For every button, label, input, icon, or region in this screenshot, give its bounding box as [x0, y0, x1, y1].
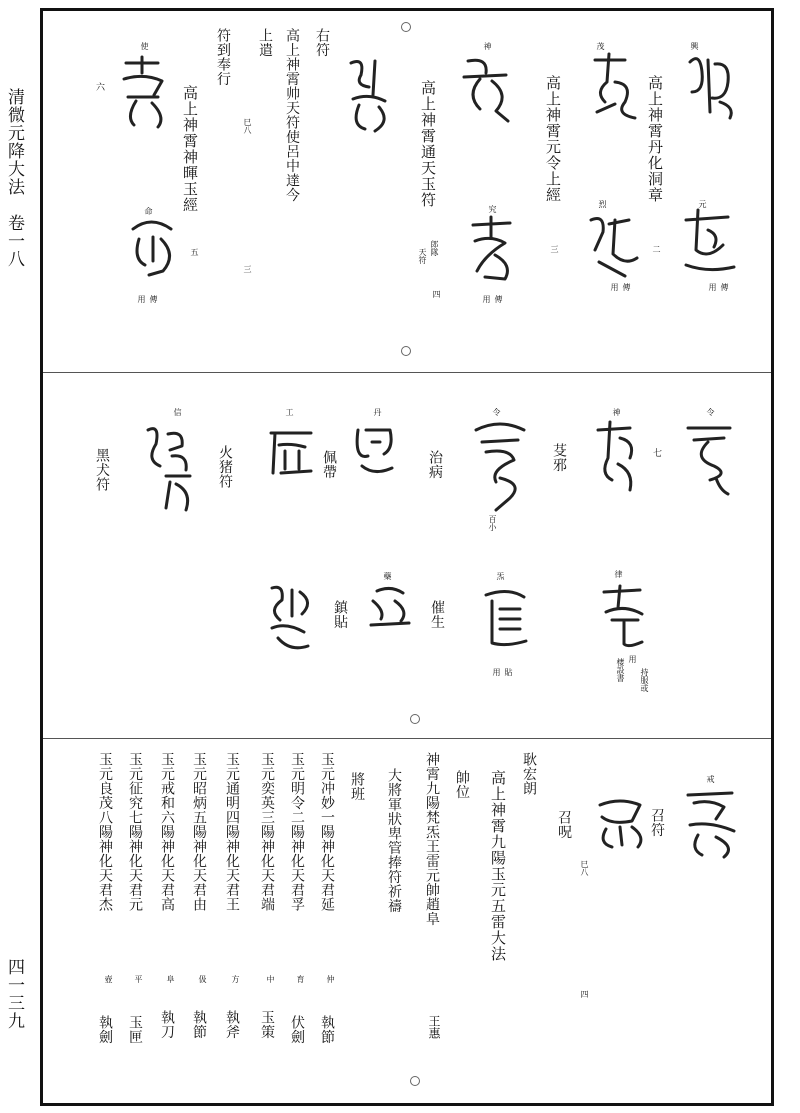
fu-charm-seal: [680, 785, 742, 860]
usage-label: 催生: [429, 600, 445, 629]
side-note: 郎隊: [430, 240, 439, 256]
officer-line: 玉元明令二陽神化天君孚: [289, 752, 305, 912]
side-note: 四: [580, 990, 589, 998]
officer-tail: 伏劍: [289, 1015, 305, 1044]
officer-tail: 執刀: [159, 1010, 175, 1039]
fu-charm-seal: [125, 215, 180, 280]
officer-line: 玉元通明四陽神化天君王: [224, 752, 240, 912]
officer-note: 方: [231, 975, 240, 983]
binding-hole-3: [410, 714, 420, 724]
charm-note: 上遣: [257, 28, 273, 57]
fu-charm-seal: [262, 580, 318, 655]
side-note: 三: [243, 265, 252, 273]
officer-tail: 玉策: [259, 1010, 275, 1039]
text-line: 神霄九陽梵炁王雷元帥趙阜: [424, 752, 440, 926]
charm-label: 炁: [496, 572, 505, 580]
section-title: 高上神霄九陽玉元五雷大法: [489, 770, 507, 962]
title-note: 王惠: [427, 1015, 441, 1039]
officer-note: 伋: [198, 975, 207, 983]
officer-note: 壺: [104, 975, 113, 983]
officer-tail: 執劍: [97, 1015, 113, 1044]
charm-label: 使: [140, 42, 149, 50]
charm-name: 召符: [649, 808, 665, 837]
charm-label: 究: [488, 205, 497, 213]
side-note: 天符: [418, 248, 427, 264]
charm-usage: 傳: [494, 295, 503, 303]
fu-charm-seal: [680, 52, 740, 122]
officer-tail: 執節: [319, 1015, 335, 1044]
fu-charm-seal: [265, 425, 317, 480]
usage-note: 用: [628, 655, 637, 663]
text-line: 大將軍狀卑管捧符祈禱: [386, 768, 402, 913]
fu-charm-seal: [590, 418, 642, 498]
side-note: 巳八: [243, 118, 252, 134]
charm-label: 神: [483, 42, 492, 50]
usage-note: 棲設書: [616, 658, 625, 682]
charm-name: 黑犬符: [94, 448, 110, 492]
charm-usage: 用: [610, 283, 619, 291]
fu-charm-seal: [465, 215, 520, 285]
charm-label: 律: [614, 570, 623, 578]
section-divider-2: [43, 738, 771, 739]
section-divider-1: [43, 372, 771, 373]
charm-label: 信: [173, 408, 182, 416]
officer-note: 中: [266, 975, 275, 983]
charm-label: 傳: [720, 283, 729, 291]
section-number: 五: [190, 248, 199, 256]
usage-label: 鎮貼: [332, 600, 348, 629]
usage-note: 貼: [504, 668, 513, 676]
heading: 帥位: [454, 770, 470, 799]
charm-label: 興: [690, 42, 699, 50]
usage-note: 用: [492, 668, 501, 676]
fu-charm-seal: [678, 205, 738, 275]
officer-line: 玉元奕英三陽神化天君端: [259, 752, 275, 912]
fu-charm-seal: [458, 55, 513, 125]
fu-charm-seal: [118, 55, 170, 130]
section-number: 二: [652, 245, 661, 253]
officer-tail: 執節: [191, 1010, 207, 1039]
officer-line: 玉元戒和六陽神化天君高: [159, 752, 175, 912]
fu-charm-seal: [365, 585, 413, 630]
fu-charm-seal: [585, 52, 643, 122]
author: 耿宏朗: [521, 752, 537, 796]
fu-charm-seal: [470, 418, 530, 513]
margin-book-title: 清微元降大法 卷一八: [4, 88, 24, 268]
fu-charm-seal: [680, 418, 738, 498]
charm-label: 令: [706, 408, 715, 416]
officer-line: 玉元良茂八陽神化天君杰: [97, 752, 113, 912]
charm-usage: 用: [137, 295, 146, 303]
section-title: 高上神霄神暉玉經: [181, 85, 199, 213]
officer-note: 育: [296, 975, 305, 983]
charm-name: 召呪: [556, 810, 572, 839]
section-title: 高上神霄通天玉符: [419, 80, 437, 208]
usage-label: 佩帶: [321, 450, 337, 479]
fu-charm-seal: [585, 210, 640, 280]
charm-label: 百小: [488, 515, 497, 531]
binding-hole-4: [410, 1076, 420, 1086]
charm-name: 火猪符: [217, 445, 233, 489]
charm-label: 工: [285, 408, 294, 416]
officer-tail: 玉匣: [127, 1015, 143, 1044]
fu-charm-seal: [350, 420, 398, 480]
section-number: 七: [651, 448, 661, 457]
officer-line: 玉元冲妙一陽神化天君延: [319, 752, 335, 912]
section-number: 三: [550, 245, 559, 253]
usage-note: 持服或: [640, 668, 649, 692]
officer-note: 仲: [326, 975, 335, 983]
fu-charm-seal: [598, 582, 648, 652]
charm-label: 藥: [383, 572, 392, 580]
usage-label: 芟邪: [551, 443, 567, 472]
margin-page-number: 四一三九: [4, 958, 24, 1030]
fu-charm-seal: [140, 420, 200, 515]
charm-usage: 用: [708, 283, 717, 291]
officer-line: 玉元征究七陽神化天君元: [127, 752, 143, 912]
charm-label: 令: [492, 408, 501, 416]
charm-usage: 用: [482, 295, 491, 303]
section-number: 四: [432, 290, 441, 298]
officer-note: 平: [134, 975, 143, 983]
fu-charm-seal: [478, 585, 533, 655]
binding-hole-2: [401, 346, 411, 356]
charm-note: 符到奉行: [215, 28, 231, 86]
charm-label: 丹: [373, 408, 382, 416]
section-title: 高上神霄元令上經: [544, 75, 562, 203]
section-title: 高上神霄丹化洞章: [646, 75, 664, 203]
charm-label: 烈: [598, 200, 607, 208]
charm-label: 命: [144, 207, 153, 215]
section-number: 六: [94, 82, 104, 91]
officer-line: 玉元昭炳五陽神化天君由: [191, 752, 207, 912]
heading: 將班: [349, 772, 365, 801]
fu-charm-seal: [592, 795, 650, 850]
officer-tail: 執斧: [224, 1010, 240, 1039]
charm-label: 元: [698, 200, 707, 208]
charm-usage: 傳: [622, 283, 631, 291]
charm-label: 神: [612, 408, 621, 416]
charm-usage: 傳: [149, 295, 158, 303]
binding-hole-1: [401, 22, 411, 32]
charm-note: 右符: [314, 28, 330, 57]
officer-note: 阜: [166, 975, 175, 983]
usage-label: 治病: [427, 450, 443, 479]
fu-charm-seal: [345, 55, 395, 135]
charm-label: 戒: [706, 775, 715, 783]
charm-label: 茂: [596, 42, 605, 50]
charm-note: 高上神霄帅天符使呂中達今: [284, 28, 300, 202]
side-note: 巳八: [580, 860, 589, 876]
